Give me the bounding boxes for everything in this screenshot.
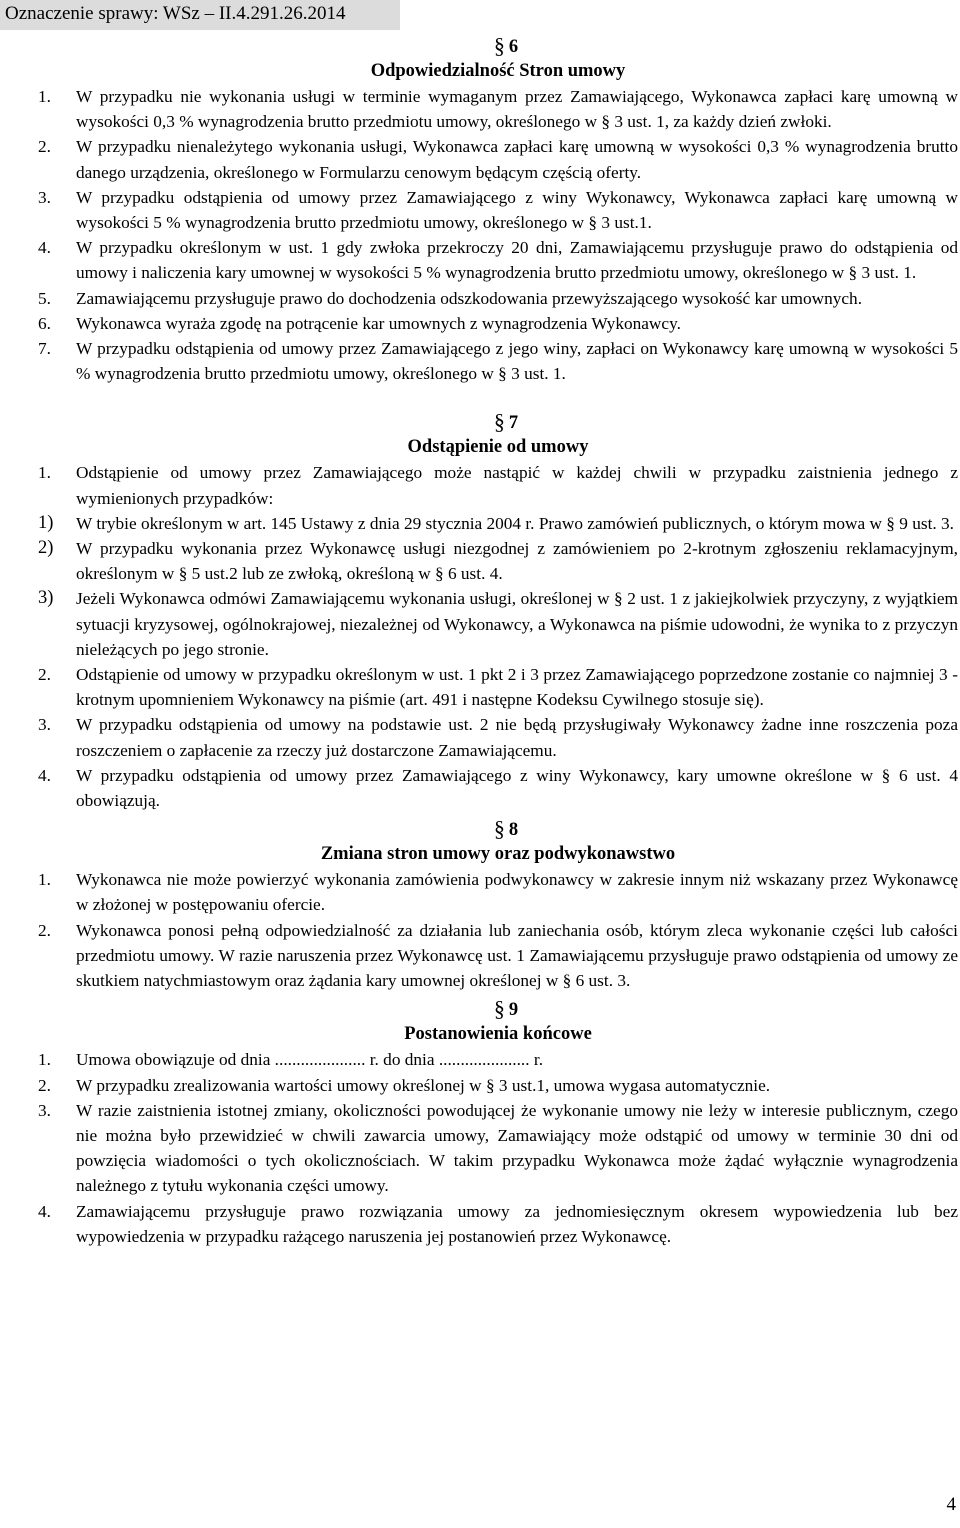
list-item: 1. W przypadku nie wykonania usługi w terminie wymaganym przez Zamawiającego, Wykonawca zapłaci karę umowną w wysokości 0,3 % wynagrodzenia brutto przedmiotu umowy, określonego w § 3 ust. 1, za każdy dzień zwłoki. <box>38 87 958 132</box>
list-item: 7. W przypadku odstąpienia od umowy przez Zamawiającego z jego winy, zapłaci on Wykonawcy karę umowną w wysokości 5 % wynagrodzenia brutto przedmiotu umowy, określonego w § 3 ust. 1. <box>38 339 958 384</box>
case-reference-header <box>0 0 400 30</box>
list-item: 2. Wykonawca ponosi pełną odpowiedzialność za działania lub zaniechania osób, którym zleca wykonanie części lub całości przedmiotu umowy. W razie naruszenia przez Wykonawcę ust. 1 Zamawiającemu przysługuje prawo odstąpienia od umowy ze skutkiem natychmiastowym oraz żądania kary umownej określonej w § 6 ust. 3. <box>38 920 958 991</box>
paragraph-sign-icon: § <box>493 816 505 842</box>
paragraph-sign-icon: § <box>493 409 505 435</box>
document-body <box>38 34 958 1249</box>
list-item: 3. W razie zaistnienia istotnej zmiany, okoliczności powodującej że wykonanie umowy nie leży w interesie publicznym, czego nie można było przewidzieć w chwili zawarcia umowy, Zamawiający może odstąpić od umowy w terminie 30 dni od powzięcia wiadomości o tych okolicznościach. W takim przypadku Wykonawca może żądać wyłącznie wynagrodzenia należnego z tytułu wykonania części umowy. <box>38 1100 958 1196</box>
section-9-number: § 9 <box>493 996 519 1022</box>
list-item: 4. Zamawiającemu przysługuje prawo rozwiązania umowy za jednomiesięcznym okresem wypowiedzenia lub bez wypowiedzenia w przypadku rażącego naruszenia jej postanowień przez Wykonawcę. <box>38 1201 958 1246</box>
list-item: 1. Wykonawca nie może powierzyć wykonania zamówienia podwykonawcy w zakresie innym niż wskazany przez Wykonawcę w złożonej w postępowaniu ofercie. <box>38 870 958 915</box>
section-6-number: § 6 <box>493 33 519 58</box>
list-item: 1. Umowa obowiązuje od dnia ..................... r. do dnia ..................... r. <box>38 1050 544 1070</box>
paragraph-sign-icon: § <box>493 33 505 58</box>
list-item: 4. W przypadku odstąpienia od umowy przez Zamawiającego z winy Wykonawcy, kary umowne określone w § 6 ust. 4 obowiązują. <box>38 765 958 811</box>
list-item: 1) W trybie określonym w art. 145 Ustawy z dnia 29 stycznia 2004 r. Prawo zamówień publicznych, o którym mowa w § 9 ust. 3. <box>38 512 954 533</box>
section-6-title: Odpowiedzialność Stron umowy <box>370 61 626 81</box>
list-item: 3. W przypadku odstąpienia od umowy na podstawie ust. 2 nie będą przysługiwały Wykonawcy żadne inne roszczenia poza roszczeniem o zapłacenie za rzeczy już dostarczone Zamawiającemu. <box>38 715 958 760</box>
section-8-title: Zmiana stron umowy oraz podwykonawstwo <box>320 844 676 865</box>
section-8-number: § 8 <box>493 816 519 842</box>
list-item: 3. W przypadku odstąpienia od umowy przez Zamawiającego z winy Wykonawcy, Wykonawca zapłaci karę umowną w wysokości 5 % wynagrodzenia brutto przedmiotu umowy, określonego w § 3 ust.1. <box>38 187 958 233</box>
list-item: 5. Zamawiającemu przysługuje prawo do dochodzenia odszkodowania przewyższającego wysokość kar umownych. <box>38 288 863 308</box>
list-item: 1. Odstąpienie od umowy przez Zamawiającego może nastąpić w każdej chwili w przypadku zaistnienia jednego z wymienionych przypadków: <box>38 463 958 508</box>
list-item: 2. Odstąpienie od umowy w przypadku określonym w ust. 1 pkt 2 i 3 przez Zamawiającego poprzedzone zostanie co najmniej 3 - krotnym upomnieniem Wykonawcy na piśmie (art. 491 i następne Kodeksu Cywilnego stosuje się). <box>38 665 958 710</box>
list-item: 2. W przypadku nienależytego wykonania usługi, Wykonawca zapłaci karę umowną w wysokości 0,3 % wynagrodzenia brutto danego urządzenia, określonego w Formularzu cenowym będącym częścią oferty. <box>38 137 958 182</box>
list-item: 2. W przypadku zrealizowania wartości umowy określonej w § 3 ust.1, umowa wygasa automatycznie. <box>38 1075 771 1095</box>
page-number: 4 <box>946 1494 956 1515</box>
list-item: 4. W przypadku określonym w ust. 1 gdy zwłoka przekroczy 20 dni, Zamawiającemu przysługuje prawo do odstąpienia od umowy i naliczenia kary umownej w wysokości 5 % wynagrodzenia brutto przedmiotu umowy, określonego w § 3 ust. 1. <box>38 238 958 283</box>
section-7-title: Odstąpienie od umowy <box>407 437 589 458</box>
list-item: 2) W przypadku wykonania przez Wykonawcę usługi niezgodnej z zamówieniem po 2-krotnym zgłoszeniu reklamacyjnym, określonym w § 5 ust.2 lub ze zwłoką, określoną w § 6 ust. 4. <box>38 538 958 584</box>
list-item: 3) Jeżeli Wykonawca odmówi Zamawiającemu wykonania usługi, określonej w § 2 ust. 1 z jakiejkolwiek przyczyny, z wyjątkiem sytuacji kryzysowej, ogólnokrajowej, niezależnej od Wykonawcy, a Wykonawca na piśmie udowodni, że wynika to z przyczyn nieleżących po jego stronie. <box>38 588 958 659</box>
section-7-number: § 7 <box>493 409 519 435</box>
paragraph-sign-icon: § <box>493 996 505 1022</box>
case-reference-text: Oznaczenie sprawy: WSz – II.4.291.26.2014 <box>5 3 346 24</box>
section-9-title: Postanowienia końcowe <box>404 1024 592 1045</box>
list-item: 6. Wykonawca wyraża zgodę na potrącenie kar umownych z wynagrodzenia Wykonawcy. <box>38 313 681 333</box>
